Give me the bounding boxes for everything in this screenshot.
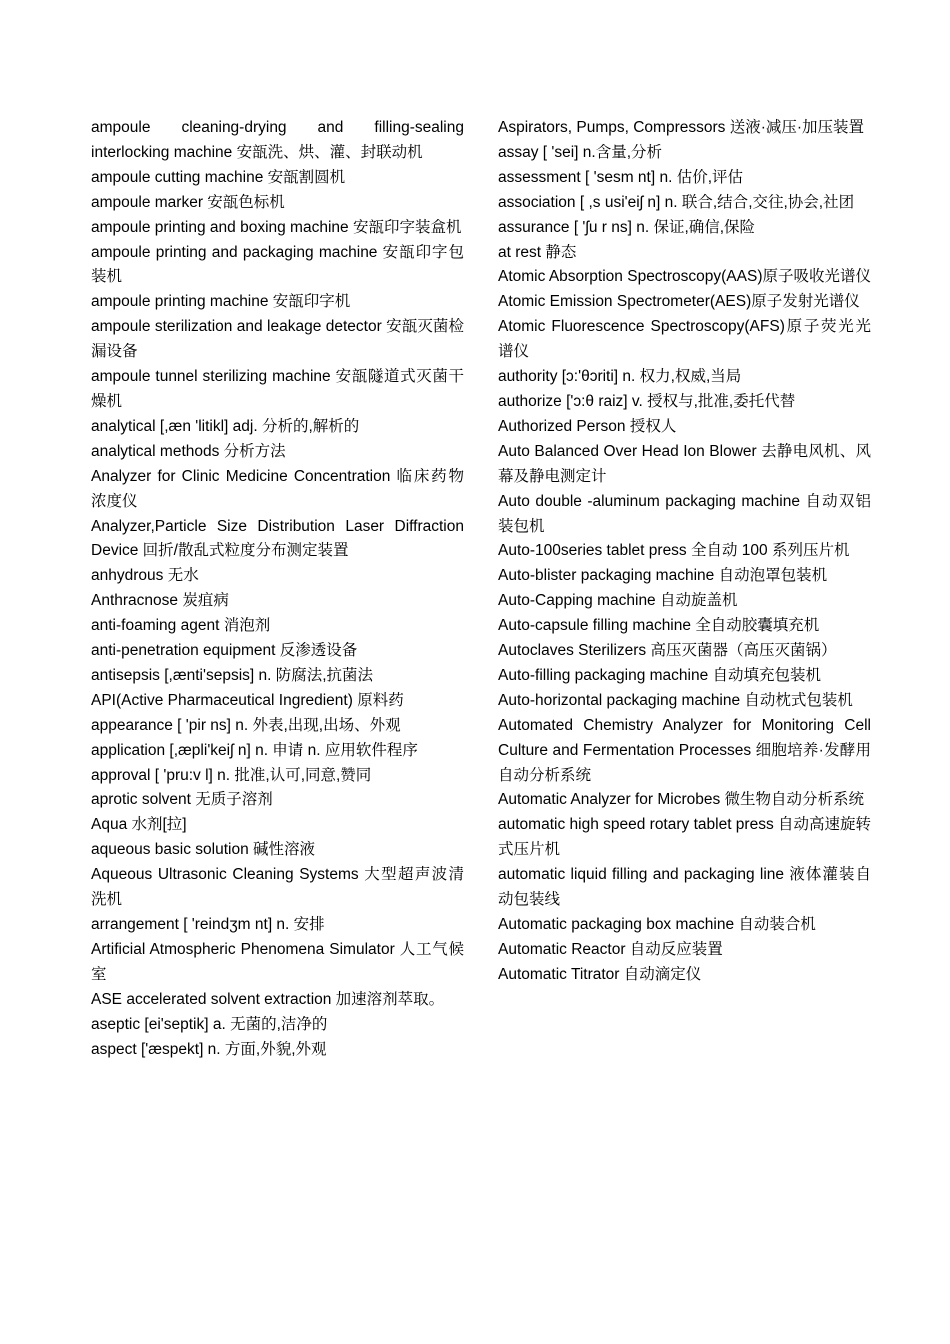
glossary-entry: Aspirators, Pumps, Compressors 送液·减压·加压装置 (498, 119, 865, 136)
glossary-entry: Authorized Person 授权人 (498, 417, 677, 435)
glossary-entry: authority [ɔ:'θɔriti] n. 权力,权威,当局 (498, 368, 742, 386)
glossary-entry: anhydrous 无水 (91, 567, 199, 585)
glossary-entry: ampoule cleaning-drying and filling-sealing interlocking machine 安瓿洗、烘、灌、封联动机 (91, 119, 464, 161)
glossary-entry: analytical methods 分析方法 (91, 442, 286, 460)
glossary-entry: assay [ 'sei] n.含量,分析 (498, 143, 663, 161)
glossary-entry: Automatic packaging box machine 自动装合机 (498, 916, 816, 933)
glossary-entry: Auto Balanced Over Head Ion Blower 去静电风机、风幕及静电测定计 (498, 442, 871, 485)
glossary-entry: ampoule printing machine 安瓿印字机 (91, 293, 351, 311)
glossary-entry: Autoclaves Sterilizers 高压灭菌器（高压灭菌锅） (498, 642, 837, 660)
glossary-entry: Auto-blister packaging machine 自动泡罩包装机 (498, 567, 828, 585)
glossary-entry: Aqua 水剂[拉] (91, 816, 187, 834)
glossary-entry: ampoule printing and boxing machine 安瓿印字装盒机 (91, 218, 462, 236)
glossary-entry: Analyzer,Particle Size Distribution Laser Diffraction Device 回折/散乱式粒度分布测定装置 (91, 517, 464, 560)
glossary-entry: API(Active Pharmaceutical Ingredient) 原料药 (91, 691, 404, 709)
glossary-entry: Auto-horizontal packaging machine 自动枕式包装机 (498, 691, 853, 709)
glossary-entry: Aqueous Ultrasonic Cleaning Systems 大型超声波清洗机 (91, 866, 464, 909)
glossary-entry: Auto-capsule filling machine 全自动胶囊填充机 (498, 617, 820, 635)
glossary-entry: aspect ['æspekt] n. 方面,外貌,外观 (91, 1040, 327, 1058)
glossary-entry: Atomic Absorption Spectroscopy(AAS)原子吸收光谱仪 (498, 268, 871, 286)
glossary-entry: ampoule cutting machine 安瓿割圆机 (91, 168, 346, 186)
glossary-column-left (91, 116, 464, 1062)
glossary-entry: Auto-100series tablet press 全自动 100 系列压片机 (498, 542, 850, 560)
glossary-entry: aseptic [ei'septik] a. 无菌的,洁净的 (91, 1015, 328, 1033)
glossary-entry: ampoule printing and packaging machine 安瓿印字包装机 (91, 243, 464, 286)
glossary-entry: anti-penetration equipment 反渗透设备 (91, 642, 358, 660)
glossary-entry: Auto double -aluminum packaging machine 自动双铝装包机 (498, 492, 871, 535)
glossary-entry: aprotic solvent 无质子溶剂 (91, 791, 273, 809)
glossary-entry: Automated Chemistry Analyzer for Monitoring Cell Culture and Fermentation Processes 细胞培养·发酵用自动分析系统 (498, 716, 871, 784)
glossary-entry: application [,æpli'keiʃ n] n. 申请 n. 应用软件程序 (91, 741, 418, 759)
glossary-entry: Atomic Emission Spectrometer(AES)原子发射光谱仪 (498, 293, 860, 311)
glossary-entry: Atomic Fluorescence Spectroscopy(AFS)原子荧光光谱仪 (498, 318, 871, 361)
glossary-entry: appearance [ 'pir ns] n. 外表,出现,出场、外观 (91, 716, 401, 734)
glossary-entry: analytical [,æn 'litikl] adj. 分析的,解析的 (91, 417, 360, 435)
glossary-entry: Automatic Reactor 自动反应装置 (498, 940, 723, 958)
glossary-entry: ampoule marker 安瓿色标机 (91, 193, 285, 211)
glossary-entry: ASE accelerated solvent extraction 加速溶剂萃取。 (91, 990, 445, 1008)
glossary-entry: Automatic Analyzer for Microbes 微生物自动分析系统 (498, 791, 865, 809)
glossary-entry: Analyzer for Clinic Medicine Concentration 临床药物浓度仪 (91, 467, 464, 510)
glossary-entry: assessment [ 'sesm nt] n. 估价,评估 (498, 168, 743, 186)
glossary-entry: antisepsis [,ænti'sepsis] n. 防腐法,抗菌法 (91, 666, 374, 684)
glossary-entry: anti-foaming agent 消泡剂 (91, 617, 271, 635)
glossary-entry: ampoule tunnel sterilizing machine 安瓿隧道式灭菌干燥机 (91, 368, 464, 410)
glossary-entry: authorize ['ɔ:θ raiz] v. 授权与,批准,委托代替 (498, 392, 796, 410)
glossary-entry: aqueous basic solution 碱性溶液 (91, 841, 316, 859)
glossary-entry: ampoule sterilization and leakage detector 安瓿灭菌检漏设备 (91, 318, 464, 361)
glossary-entry: Auto-filling packaging machine 自动填充包装机 (498, 666, 822, 684)
glossary-entry: automatic high speed rotary tablet press 自动高速旋转式压片机 (498, 816, 872, 859)
glossary-column-right (498, 116, 871, 988)
glossary-entry: association [ ,s usi'eiʃ n] n. 联合,结合,交往,协会,社团 (498, 193, 855, 211)
glossary-entry: Auto-Capping machine 自动旋盖机 (498, 592, 738, 610)
glossary-entry: at rest 静态 (498, 243, 577, 261)
glossary-entry: Anthracnose 炭疽病 (91, 592, 229, 610)
glossary-entry: automatic liquid filling and packaging line 液体灌装自动包装线 (498, 866, 871, 909)
glossary-entry: Automatic Titrator 自动滴定仪 (498, 965, 702, 983)
glossary-entry: approval [ 'pru:v l] n. 批准,认可,同意,赞同 (91, 766, 372, 784)
glossary-entry: Artificial Atmospheric Phenomena Simulator 人工气候室 (91, 940, 464, 983)
glossary-entry: arrangement [ 'reindʒm nt] n. 安排 (91, 916, 325, 933)
glossary-entry: assurance [ 'ʃu r ns] n. 保证,确信,保险 (498, 218, 756, 236)
